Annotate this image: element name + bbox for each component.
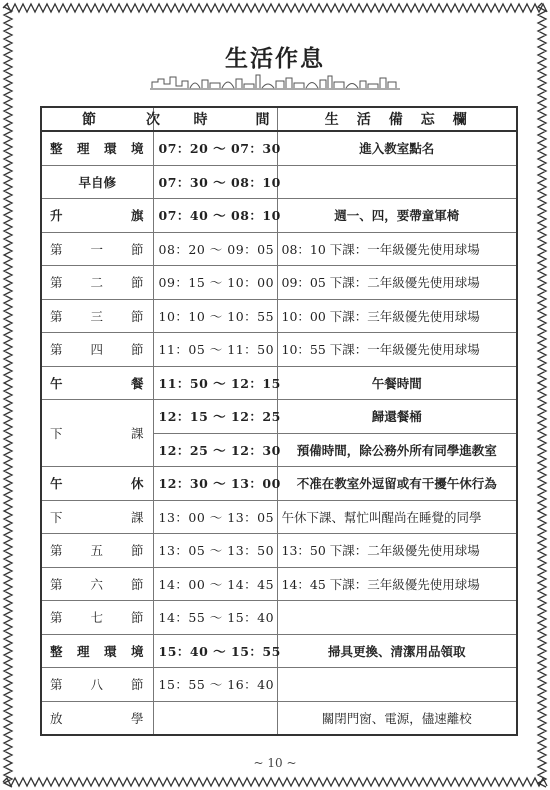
period-cell: 第八節 xyxy=(41,668,153,702)
time-cell: 08：20 ～ 09：05 xyxy=(153,232,277,266)
period-cell: 下課 xyxy=(41,500,153,534)
period-cell: 第二節 xyxy=(41,266,153,300)
table-row xyxy=(41,131,517,165)
period-cell: 整理環境 xyxy=(41,634,153,668)
table-row xyxy=(41,634,517,668)
note-cell: 08：10 下課：一年級優先使用球場 xyxy=(277,232,517,266)
note-cell: 10：00 下課：三年級優先使用球場 xyxy=(277,299,517,333)
table-row xyxy=(41,333,517,367)
period-cell: 第七節 xyxy=(41,601,153,635)
note-cell: 掃具更換、清潔用品領取 xyxy=(277,634,517,668)
header-notes: 生活備忘欄 xyxy=(277,107,517,131)
note-cell: 13：50 下課：二年級優先使用球場 xyxy=(277,534,517,568)
table-row xyxy=(41,500,517,534)
period-cell: 放學 xyxy=(41,701,153,735)
table-row xyxy=(41,165,517,199)
table-row xyxy=(41,299,517,333)
time-cell: 10：10 ～ 10：55 xyxy=(153,299,277,333)
time-cell: 09：15 ～ 10：00 xyxy=(153,266,277,300)
table-row xyxy=(41,567,517,601)
note-cell: 午休下課、幫忙叫醒尚在睡覺的同學 xyxy=(277,500,517,534)
note-cell xyxy=(277,601,517,635)
note-cell: 週一、四，要帶童軍椅 xyxy=(277,199,517,233)
note-cell: 關閉門窗、電源，儘速離校 xyxy=(277,701,517,735)
time-cell: 15：55 ～ 16：40 xyxy=(153,668,277,702)
table-row xyxy=(41,534,517,568)
time-cell: 15：40 ～ 15：55 xyxy=(153,634,277,668)
table-header-row xyxy=(41,107,517,131)
table-row xyxy=(41,266,517,300)
note-cell xyxy=(277,668,517,702)
period-cell: 整理環境 xyxy=(41,131,153,165)
time-cell: 14：55 ～ 15：40 xyxy=(153,601,277,635)
table-row xyxy=(41,601,517,635)
time-cell: 12：15 ～ 12：25 xyxy=(153,400,277,434)
time-cell: 11：05 ～ 11：50 xyxy=(153,333,277,367)
table-row xyxy=(41,701,517,735)
time-cell: 07：30 ～ 08：10 xyxy=(153,165,277,199)
period-cell: 午休 xyxy=(41,467,153,501)
time-cell: 14：00 ～ 14：45 xyxy=(153,567,277,601)
period-cell: 第五節 xyxy=(41,534,153,568)
note-cell: 午餐時間 xyxy=(277,366,517,400)
note-cell: 歸還餐桶 xyxy=(277,400,517,434)
page-number: ~ 10 ~ xyxy=(253,756,297,770)
table-row xyxy=(41,400,517,434)
time-cell: 11：50 ～ 12：15 xyxy=(153,366,277,400)
time-cell: 07：20 ～ 07：30 xyxy=(153,131,277,165)
table-row xyxy=(41,232,517,266)
period-cell: 午餐 xyxy=(41,366,153,400)
time-cell: 12：25 ～ 12：30 xyxy=(153,433,277,467)
header-time: 時間 xyxy=(153,107,277,131)
note-cell: 09：05 下課：二年級優先使用球場 xyxy=(277,266,517,300)
table-row xyxy=(41,366,517,400)
period-cell: 第四節 xyxy=(41,333,153,367)
period-cell: 下課 xyxy=(41,400,153,467)
note-cell: 不准在教室外逗留或有干擾午休行為 xyxy=(277,467,517,501)
skyline-decoration xyxy=(150,70,400,92)
time-cell: 07：40 ～ 08：10 xyxy=(153,199,277,233)
note-cell: 預備時間，除公務外所有同學進教室 xyxy=(277,433,517,467)
time-cell xyxy=(153,701,277,735)
period-cell: 早自修 xyxy=(41,165,153,199)
table-row xyxy=(41,467,517,501)
header-period: 節次 xyxy=(41,107,153,131)
note-cell: 進入教室點名 xyxy=(277,131,517,165)
period-cell: 第三節 xyxy=(41,299,153,333)
page-title: 生活作息 xyxy=(225,46,325,72)
table-row xyxy=(41,199,517,233)
period-cell: 第一節 xyxy=(41,232,153,266)
table-row xyxy=(41,668,517,702)
time-cell: 13：00 ～ 13：05 xyxy=(153,500,277,534)
time-cell: 13：05 ～ 13：50 xyxy=(153,534,277,568)
note-cell xyxy=(277,165,517,199)
period-cell: 第六節 xyxy=(41,567,153,601)
period-cell: 升旗 xyxy=(41,199,153,233)
time-cell: 12：30 ～ 13：00 xyxy=(153,467,277,501)
note-cell: 10：55 下課：一年級優先使用球場 xyxy=(277,333,517,367)
note-cell: 14：45 下課：三年級優先使用球場 xyxy=(277,567,517,601)
schedule-table xyxy=(40,106,518,736)
